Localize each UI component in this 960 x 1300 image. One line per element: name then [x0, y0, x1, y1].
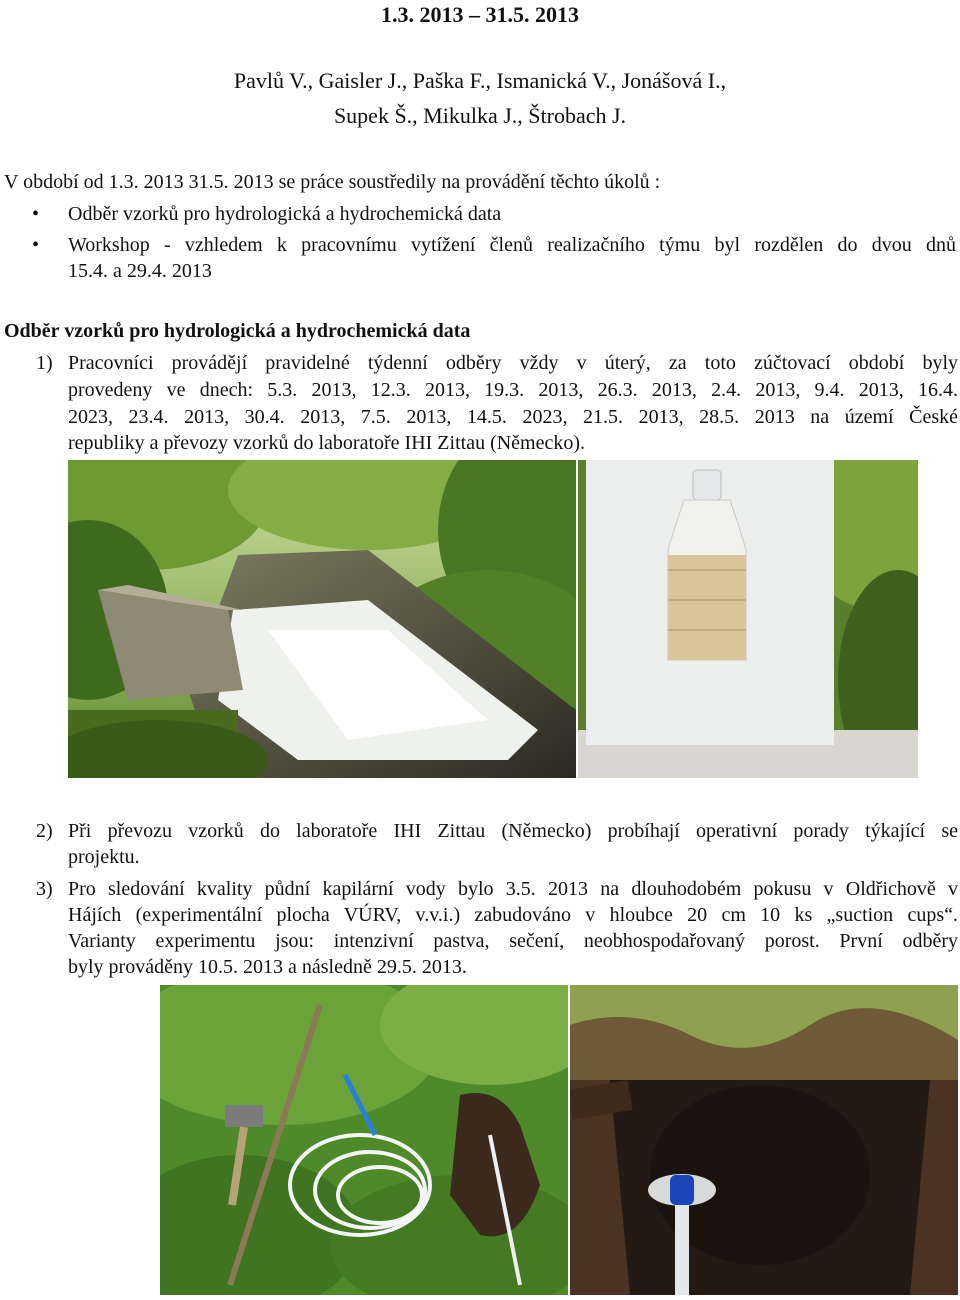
item-3-line-1: Pro sledování kvality půdní kapilární vody bylo 3.5. 2013 na dlouhodobém pokusu v Oldřichově v [68, 878, 958, 900]
item-3-number: 3) [36, 878, 53, 900]
item-3-line-2: Hájích (experimentální plocha VÚRV, v.v.i.) zabudováno v hloubce 20 cm 10 ks „suction cups“. [68, 904, 958, 926]
bullet-marker: • [32, 203, 40, 225]
bullet-workshop-line-2: 15.4. a 29.4. 2013 [68, 260, 212, 282]
item-1-number: 1) [36, 352, 53, 374]
item-1-line-3: 2023, 23.4. 2013, 30.4. 2013, 7.5. 2013, 14.5. 2023, 21.5. 2013, 28.5. 2013 na území České [68, 406, 958, 428]
item-2-line-1: Při převozu vzorků do laboratoře IHI Zittau (Německo) probíhají operativní porady týkající se [68, 820, 958, 842]
item-2-number: 2) [36, 820, 53, 842]
bullet-sampling: Odběr vzorků pro hydrologická a hydrochemická data [68, 203, 502, 225]
suction-cup-installation-photo [160, 985, 568, 1295]
bullet-workshop-line-1: Workshop - vzhledem k pracovnímu vytížení členů realizačního týmu byl rozdělen do dvou dnů [68, 234, 956, 256]
item-1-line-2: provedeny ve dnech: 5.3. 2013, 12.3. 2013, 19.3. 2013, 26.3. 2013, 2.4. 2013, 9.4. 2013, 16.4. [68, 379, 958, 401]
water-sample-bottle-photo [578, 460, 918, 778]
intro-text: V období od 1.3. 2013 31.5. 2013 se práce soustředily na provádění těchto úkolů : [4, 171, 661, 193]
section-heading: Odběr vzorků pro hydrologická a hydrochemická data [4, 320, 471, 342]
item-2-line-2: projektu. [68, 846, 140, 868]
date-range-title: 1.3. 2013 – 31.5. 2013 [381, 2, 579, 27]
item-1-line-1: Pracovníci provádějí pravidelné týdenní odběry vždy v úterý, za toto zúčtovací období byly [68, 352, 958, 374]
item-3-line-3: Varianty experimentu jsou: intenzivní pastva, sečení, neobhospodařovaný porost. První odběry [68, 930, 958, 952]
authors-line-1: Pavlů V., Gaisler J., Paška F., Ismanická V., Jonášová I., [233, 68, 727, 93]
bullet-marker: • [32, 234, 40, 256]
authors-line-2: Supek Š., Mikulka J., Štrobach J. [333, 103, 627, 128]
river-weir-photo [68, 460, 576, 778]
item-1-line-4: republiky a převozy vzorků do laboratoře IHI Zittau (Německo). [68, 432, 586, 454]
item-3-line-4: byly prováděny 10.5. 2013 a následně 29.5. 2013. [68, 956, 467, 978]
soil-profile-suction-cup-photo [570, 985, 958, 1295]
